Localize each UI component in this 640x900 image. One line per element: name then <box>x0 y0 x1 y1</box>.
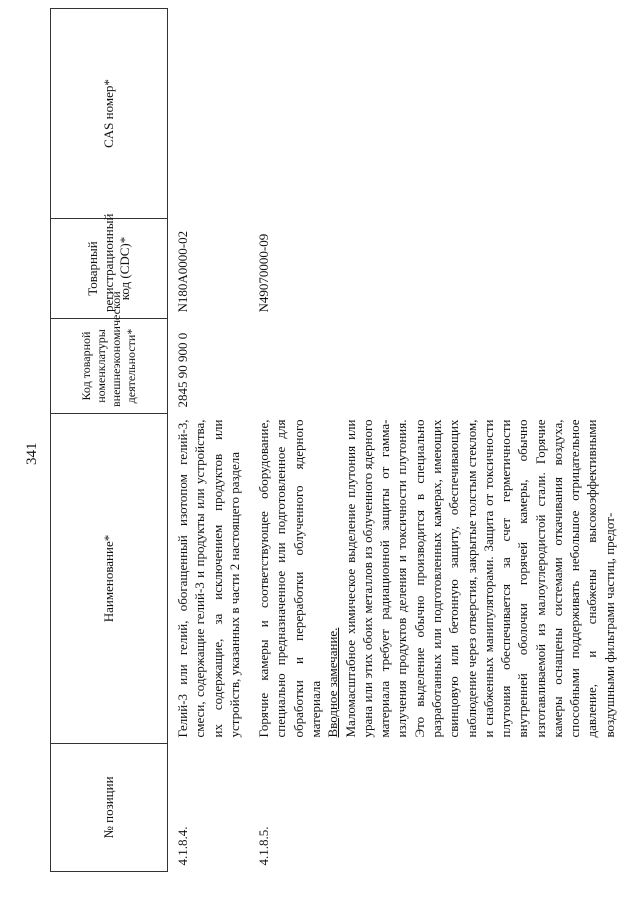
header-position: № позиции <box>51 744 168 872</box>
page-number: 341 <box>24 442 40 465</box>
row-name: Горячие камеры и соответствующее оборудование, специально предназначенное или подготовленное для обработки и переработки облученного ядерного материала <box>256 419 323 738</box>
row-name-cell <box>243 414 618 744</box>
header-name: Наименование* <box>51 414 168 744</box>
row-code: 2845 90 900 0 <box>175 332 190 408</box>
row-cdc: N180A0000-02 <box>175 230 190 313</box>
header-cas: CAS номер* <box>51 9 168 219</box>
row-position: 4.1.8.4. <box>175 826 190 866</box>
table-header-row <box>51 9 168 872</box>
header-cdc: Товарный регистрационный код (CDC)* <box>51 219 168 319</box>
row-code <box>243 319 618 414</box>
table-row <box>243 9 618 872</box>
controlled-items-table <box>50 8 618 872</box>
row-cdc: N49070000-09 <box>256 233 272 313</box>
intro-note-label: Вводное замечание. <box>325 627 341 738</box>
table-row <box>168 9 244 872</box>
row-name: Гелий-3 или гелий, обогащенный изотопом гелий-3, смеси, содержащие гелий-3 и продукты или устройства, их содержащие, за исключением продуктов или устройств, указанных в части 2 настоящего раздела <box>175 419 242 738</box>
row-cas <box>243 9 618 219</box>
header-code: Код товарной номенклатуры внешнеэкономической деятельности* <box>51 319 168 414</box>
row-cas <box>168 9 244 219</box>
intro-note-text: Маломасштабное химическое выделение плутония или урана или этих обоих металлов из облученного ядерного материала требует радиационной защиты от гамма-излучения продуктов деления и токсичности плутония. Это выделение обычно производится в специально разработанных или подготовленных камерах, имеющих свинцовую или бетонную защиту, обеспечивающих наблюдение через отверстия, закрытые толстым стеклом, и снабженных манипуляторами. Защита от токсичности плутония обеспечивается за счет герметичности внутренней оболочки горячей камеры, обычно изготавливаемой из малоуглеродистой стали. Горячие камеры оснащены системами откачивания воздуха, способными поддерживать небольшое отрицательное давление, и снабжены высокоэффективными воздушными фильтрами частиц, предот- <box>342 419 617 738</box>
row-position: 4.1.8.5. <box>256 826 272 866</box>
